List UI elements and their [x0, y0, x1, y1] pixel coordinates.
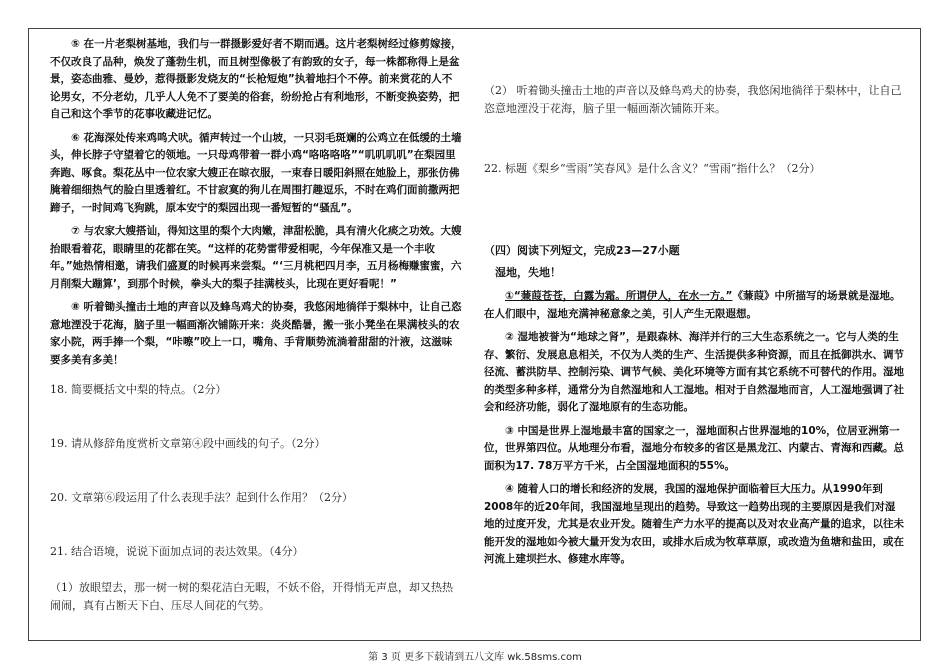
article-paragraph-3: ③ 中国是世界上湿地最丰富的国家之一，湿地面积占世界湿地的10%，位居亚洲第一位，世界第四位。从地理分布看，湿地分布较多的省区是黑龙江、内蒙古、青海和西藏。总面积为17. 78万平方千米，占全国湿地面积的55%。 — [484, 424, 904, 472]
section-4-heading: （四）阅读下列短文，完成23—27小题 — [484, 244, 680, 257]
paragraph-6: ⑥ 花海深处传来鸡鸣犬吠。循声转过一个山坡，一只羽毛斑斓的公鸡立在低缓的土墙头，伸长脖子守望着它的领地。一只母鸡带着一群小鸡“咯咯咯咯”“叽叽叽叽”在梨园里奔跑、啄食。梨花丛中一位农家大嫂正在晾衣服，一束春日暖阳斜照在她脸上，那张仿佛腌着细细热气的脸白里透着红。不甘寂寞的狗儿在周围打趣逗乐，不时在鸡们面前撒两把蹄子，一时间鸡飞狗跳，原本安宁的梨园出现一番短暂的“骚乱”。 — [50, 131, 462, 214]
left-column — [50, 36, 462, 615]
article-paragraph-1-quote: ①“蒹葭苍苍，白露为霜。所谓伊人，在水一方。” — [505, 290, 733, 302]
page-footer: 第 3 页 更多下载请到五八文库 wk.58sms.com — [368, 652, 582, 663]
paragraph-8: ⑧ 听着锄头撞击土地的声音以及蜂鸟鸡犬的协奏，我悠闲地徜徉于梨林中，让自己恣意地湮没于花海，脑子里一幅画渐次铺陈开来：炎炎酷暑，搬一张小凳坐在果满枝头的农家小院，两手捧一个梨，“咔嚓”咬上一口，嘴角、手背顺势流淌着甜甜的汁液，这滋味要多美有多美！ — [50, 301, 462, 366]
question-19: 19. 请从修辞角度赏析文章第④段中画线的句子。（2分） — [50, 437, 326, 450]
article-paragraph-1-text: 《蒹葭》中所描写的场景就是湿地。在人们眼中，湿地充满神秘意象之美，引人产生无限遐想。 — [484, 290, 901, 320]
right-column — [484, 82, 904, 575]
question-21: 21. 结合语境，说说下面加点词的表达效果。（4分） — [50, 545, 304, 558]
question-21-item-1: （1）放眼望去，那一树一树的梨花洁白无暇，不妖不俗，开得悄无声息，却又热热闹闹，真有占断天下白、压尽人间花的气势。 — [50, 581, 453, 612]
paragraph-5: ⑤ 在一片老梨树基地，我们与一群摄影爱好者不期而遇。这片老梨树经过修剪嫁接，不仅改良了品种，焕发了蓬勃生机，而且树型像极了有韵致的女子，每一株都称得上是盆景，姿态曲雅、曼妙，惹得摄影发烧友的“长枪短炮”执着地扫个不停。前来赏花的人不论男女，不分老幼，几乎人人免不了要美的俗套，纷纷抢占有利地形，不断变换姿势，把自己和这个季节的花事收藏进记忆。 — [50, 38, 462, 120]
question-21-item-2: （2） 听着锄头撞击土地的声音以及蜂鸟鸡犬的协奏，我悠闲地徜徉于梨林中，让自己恣意地湮没于花海，脑子里一幅画渐次铺陈开来。 — [484, 84, 902, 115]
article-paragraph-1 — [484, 288, 904, 323]
article-paragraph-4: ④ 随着人口的增长和经济的发展，我国的湿地保护面临着巨大压力。从1990年到2008年的近20年间，我国湿地呈现出的趋势。导致这一趋势出现的主要原因是我们对湿地的过度开发，尤其是农业开发。随着生产力水平的提高以及对农业高产量的追求，以往未能开发的湿地如今被大量开发为农田，或排水后成为牧草草原，或改造为鱼塘和盐田，或在河流上建坝拦水、修建水库等。 — [484, 483, 904, 565]
article-title: 湿地，失地！ — [495, 266, 561, 279]
question-18: 18. 简要概括文中梨的特点。（2分） — [50, 383, 227, 396]
question-22: 22. 标题《梨乡“雪雨”笑春风》是什么含义？“雪雨”指什么？（2分） — [484, 162, 821, 175]
article-paragraph-2: ② 湿地被誉为“地球之肾”，是跟森林、海洋并行的三大生态系统之一。它与人类的生存、繁衍、发展息息相关，不仅为人类的生产、生活提供多种资源，而且在抵御洪水、调节径流、蓄洪防旱、控制污染、调节气候、美化环境等方面有其它系统不可替代的作用。湿地的类型多种多样，通常分为自然湿地和人工湿地。相对于自然湿地而言，人工湿地强调了社会和经济功能，弱化了湿地原有的生态功能。 — [484, 331, 904, 413]
question-20: 20. 文章第⑥段运用了什么表现手法？起到什么作用？（2分） — [50, 491, 353, 504]
paragraph-7: ⑦ 与农家大嫂搭讪，得知这里的梨个大肉嫩，津甜松脆，具有清火化痰之功效。大嫂抬眼看着花，眼睛里的花都在笑。“这样的花势雷带爱相呢，今年保准又是一个丰收年。”她热情相邀，请我们盛夏的时候再来尝梨。“‘三月桃杷四月李，五月杨梅赚蜜蜜，六月削梨大蹦算’，到那个时候，拳头大的梨子挂满枝头，比现在更好看呢！” — [50, 225, 462, 290]
